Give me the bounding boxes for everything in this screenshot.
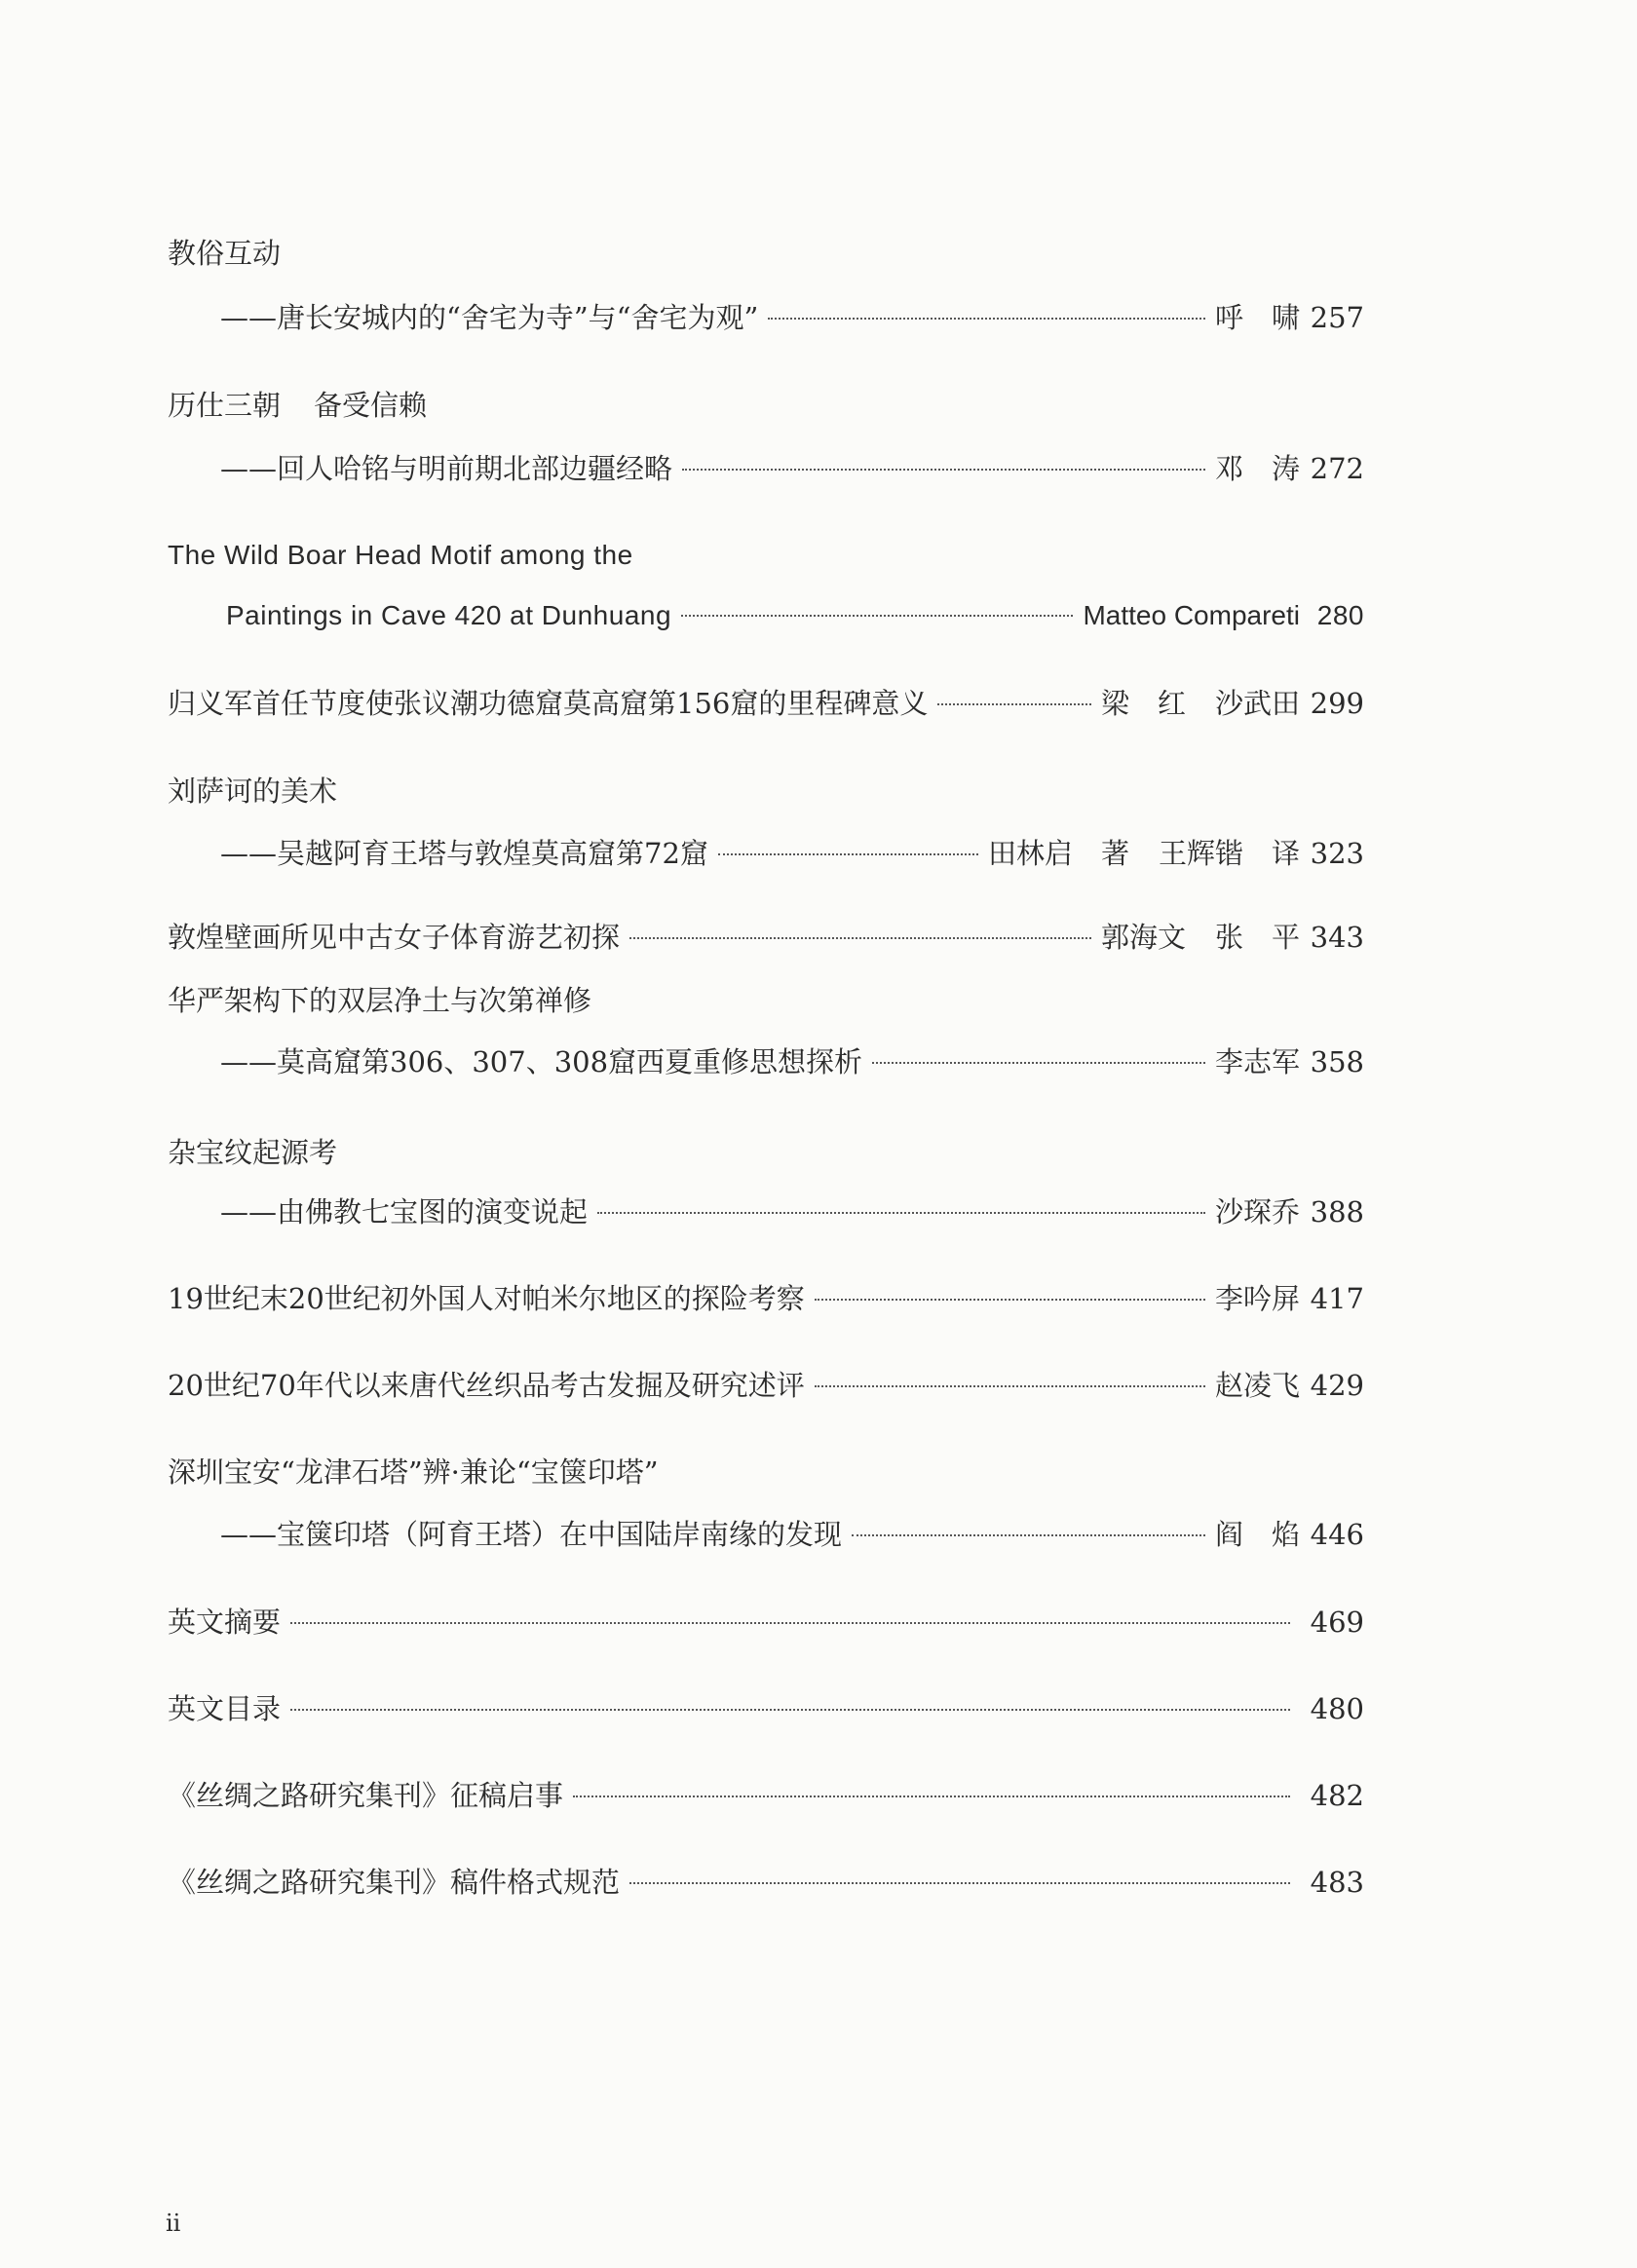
leader-dots	[937, 702, 1091, 705]
toc-entry[interactable]	[168, 1192, 1364, 1231]
toc-title-text: The Wild Boar Head Motif among the	[168, 540, 633, 570]
toc-page: 446	[1310, 1518, 1364, 1551]
toc-title-text: 《丝绸之路研究集刊》稿件格式规范	[168, 1866, 621, 1899]
toc-title-text: 《丝绸之路研究集刊》征稿启事	[168, 1779, 564, 1812]
toc-author: 呼 啸	[1214, 301, 1300, 334]
toc-entry[interactable]	[168, 684, 1364, 723]
toc-title-text: 20世纪70年代以来唐代丝织品考古发掘及研究述评	[168, 1369, 805, 1402]
toc-subtitle: Paintings in Cave 420 at Dunhuang	[226, 600, 672, 630]
leader-dots	[768, 317, 1205, 320]
toc-entry[interactable]	[168, 1366, 1364, 1405]
toc-author: 李志军	[1214, 1045, 1300, 1078]
toc-entry[interactable]	[168, 1279, 1364, 1318]
toc-page: 482	[1310, 1779, 1364, 1812]
toc-author: 邓 涛	[1214, 452, 1300, 485]
leader-dots	[573, 1795, 1290, 1797]
toc-entry[interactable]	[168, 596, 1364, 635]
toc-subtitle: ——宝箧印塔（阿育王塔）在中国陆岸南缘的发现	[220, 1518, 843, 1551]
toc-title	[168, 536, 1364, 575]
toc-page: 343	[1310, 921, 1364, 954]
toc-title-text: 历仕三朝	[168, 389, 282, 422]
leader-dots	[681, 614, 1073, 617]
toc-entry[interactable]	[168, 1863, 1364, 1902]
toc-entry[interactable]	[168, 298, 1364, 337]
toc-subtitle: ——回人哈铭与明前期北部边疆经略	[220, 452, 673, 485]
leader-dots	[629, 1881, 1290, 1884]
toc-entry[interactable]	[168, 1042, 1364, 1081]
toc-title-text: 英文摘要	[168, 1606, 282, 1639]
leader-dots	[290, 1621, 1290, 1624]
leader-dots	[629, 936, 1091, 939]
toc-page: 417	[1310, 1282, 1364, 1315]
toc-page: 358	[1310, 1045, 1364, 1078]
toc-author: 沙琛乔	[1214, 1195, 1300, 1228]
toc-title-text: 教俗互动	[168, 237, 282, 270]
leader-dots	[718, 852, 978, 855]
toc-page: 299	[1310, 687, 1364, 720]
toc-title-text: 深圳宝安“龙津石塔”辨·兼论“宝箧印塔”	[168, 1455, 659, 1489]
toc-title-text: 敦煌壁画所见中古女子体育游艺初探	[168, 921, 621, 954]
toc-subtitle: ——吴越阿育王塔与敦煌莫高窟第72窟	[220, 837, 708, 870]
toc-title	[168, 981, 1364, 1020]
toc-entry[interactable]	[168, 449, 1364, 488]
toc-entry[interactable]	[168, 1776, 1364, 1815]
toc-author: 沙武田	[1214, 687, 1300, 720]
leader-dots	[290, 1708, 1290, 1711]
leader-dots	[597, 1211, 1205, 1214]
page-number: ii	[166, 2210, 181, 2237]
toc-title-text: 华严架构下的双层净土与次第禅修	[168, 984, 592, 1017]
toc-title-text: 归义军首任节度使张议潮功德窟莫高窟第156窟的里程碑意义	[168, 687, 929, 720]
leader-dots	[682, 468, 1205, 471]
toc-author: 张 平	[1214, 921, 1300, 954]
toc-translator: 王辉锴 译	[1158, 837, 1300, 870]
toc-author: Matteo Compareti	[1083, 600, 1300, 630]
leader-dots	[872, 1061, 1205, 1064]
toc-page: 480	[1310, 1692, 1364, 1725]
toc-title-text: 19世纪末20世纪初外国人对帕米尔地区的探险考察	[168, 1282, 805, 1315]
toc-author: 阎 焰	[1214, 1518, 1300, 1551]
toc-author: 李吟屏	[1214, 1282, 1300, 1315]
toc-page: 388	[1310, 1195, 1364, 1228]
toc-subtitle: ——莫高窟第306、307、308窟西夏重修思想探析	[220, 1045, 863, 1078]
toc-title	[168, 772, 1364, 811]
toc-subtitle: ——由佛教七宝图的演变说起	[220, 1195, 589, 1228]
toc-subtitle: ——唐长安城内的“舍宅为寺”与“舍宅为观”	[220, 301, 759, 334]
toc-title	[168, 1133, 1364, 1172]
toc-entry[interactable]	[168, 834, 1364, 873]
toc-entry[interactable]	[168, 918, 1364, 957]
toc-page: 280	[1316, 600, 1364, 630]
toc-title	[168, 386, 1364, 425]
leader-dots	[852, 1533, 1205, 1536]
toc-entry[interactable]	[168, 1603, 1364, 1642]
toc-page: 257	[1310, 301, 1364, 334]
toc-page: 469	[1310, 1606, 1364, 1639]
toc-author: 郭海文	[1100, 921, 1186, 954]
toc-title	[168, 234, 1364, 273]
toc-title-text: 杂宝纹起源考	[168, 1136, 338, 1169]
toc-page: 323	[1310, 837, 1364, 870]
toc-title-text: 刘萨诃的美术	[168, 775, 338, 808]
toc-page: 483	[1310, 1866, 1364, 1899]
toc-title	[168, 1453, 1364, 1492]
toc-entry[interactable]	[168, 1515, 1364, 1554]
toc-author: 梁 红	[1100, 687, 1186, 720]
toc-page: 272	[1310, 452, 1364, 485]
toc-entry[interactable]	[168, 1689, 1364, 1728]
leader-dots	[815, 1384, 1205, 1387]
toc-title-text: 英文目录	[168, 1692, 282, 1725]
toc-page: 429	[1310, 1369, 1364, 1402]
leader-dots	[815, 1298, 1205, 1301]
toc-author: 赵凌飞	[1214, 1369, 1300, 1402]
toc-author: 田林启 著	[987, 837, 1129, 870]
toc-title-text: 备受信赖	[314, 389, 428, 422]
